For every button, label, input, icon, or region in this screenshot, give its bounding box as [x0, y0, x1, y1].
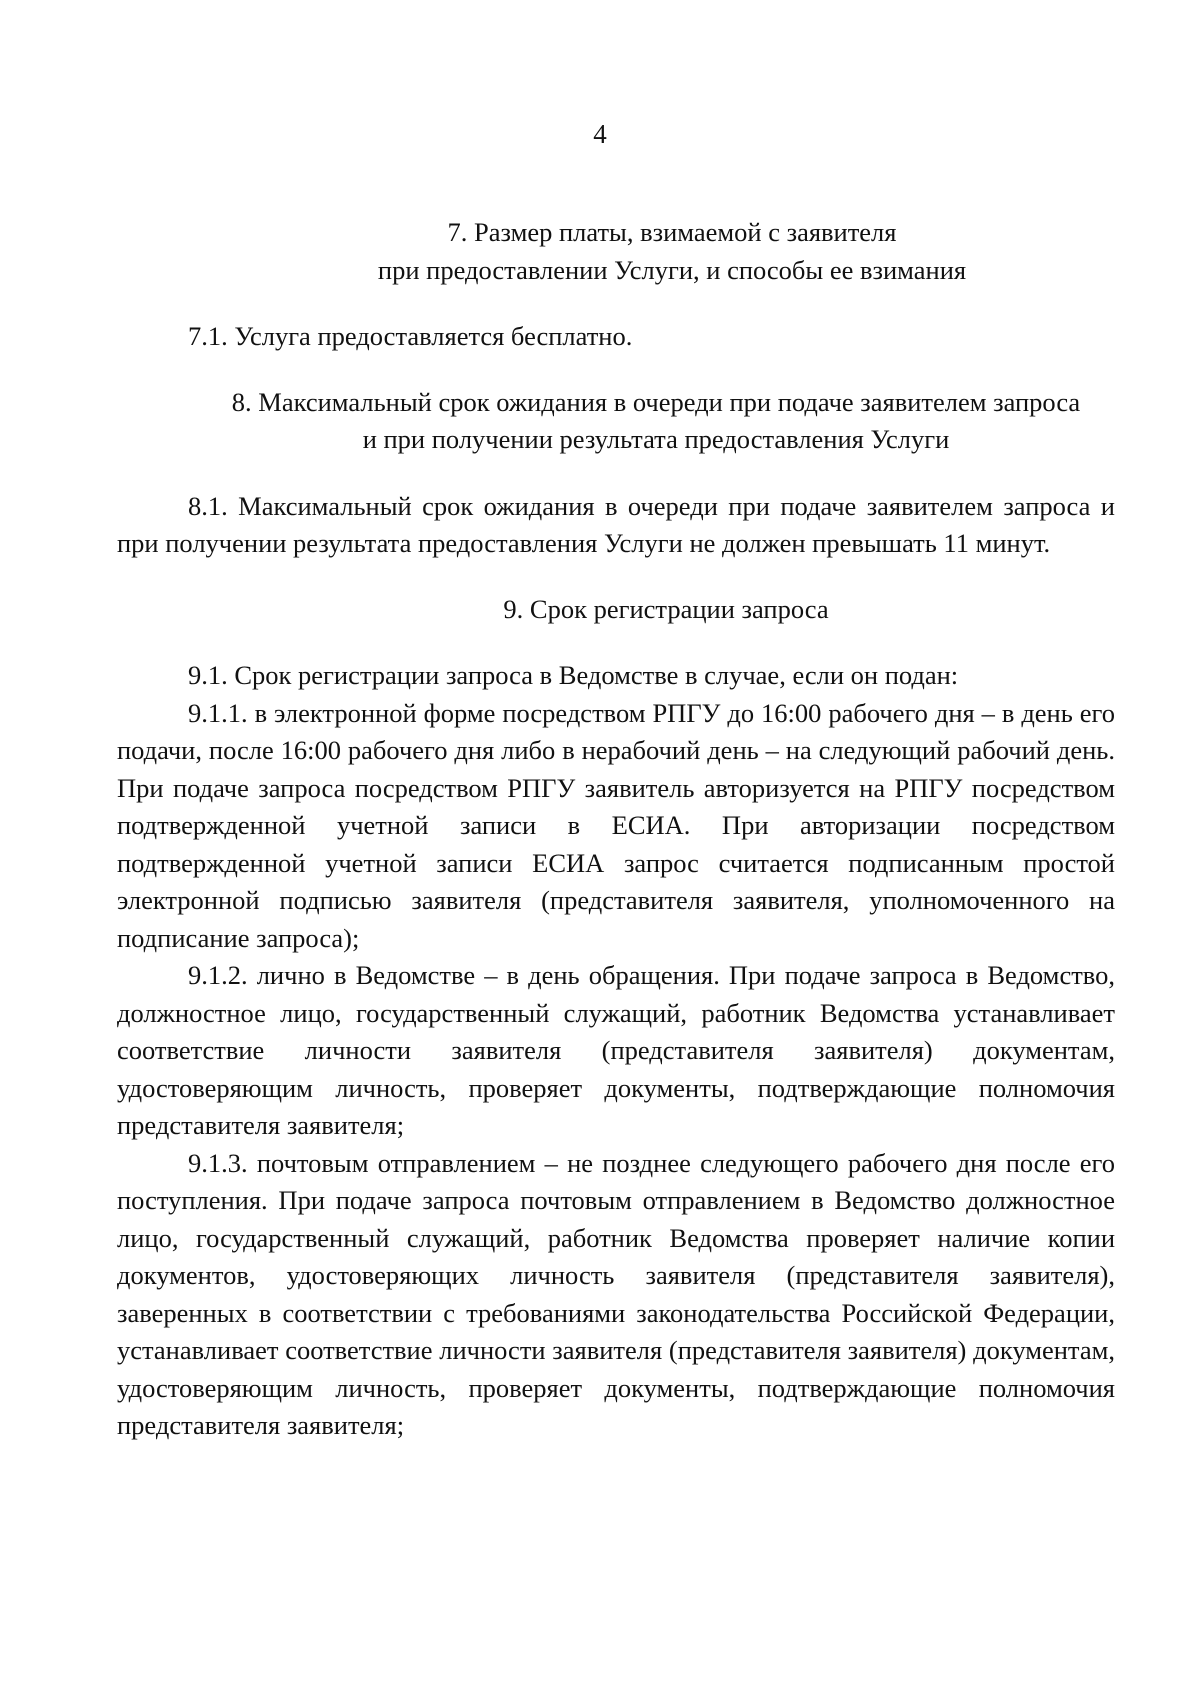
section-8-heading-line-2: и при получении результата предоставления Услуги	[362, 424, 950, 454]
section-7-heading	[117, 214, 1115, 289]
paragraph-9-1-3: 9.1.3. почтовым отправлением – не позднее следующего рабочего дня после его поступления. При подаче запроса почтовым отправлением в Ведомство должностное лицо, государственный служащий, работник Ведомства проверяет наличие копии документов, удостоверяющих личность заявителя (представителя заявителя), заверенных в соответствии с требованиями законодательства Российской Федерации, устанавливает соответствие личности заявителя (представителя заявителя) документам, удостоверяющим личность, проверяет документы, подтверждающие полномочия представителя заявителя;	[117, 1147, 1115, 1440]
paragraph-8-1: 8.1. Максимальный срок ожидания в очереди при подаче заявителем запроса и при получении результата предоставления Услуги не должен превышать 11 минут.	[117, 490, 1115, 558]
section-7-heading-line-2: при предоставлении Услуги, и способы ее взимания	[377, 254, 967, 285]
paragraph-7-1: 7.1. Услуга предоставляется бесплатно.	[188, 321, 633, 351]
section-9-heading	[117, 591, 1115, 629]
document-body	[117, 214, 1115, 1445]
section-9-heading-line-1: 9. Срок регистрации запроса	[503, 593, 829, 624]
section-8-heading-line-1: 8. Максимальный срок ожидания в очереди при подаче заявителем запроса	[231, 386, 1081, 417]
page-number: 4	[593, 119, 607, 149]
paragraph-9-1-2: 9.1.2. лично в Ведомстве – в день обращения. При подаче запроса в Ведомство, должностное лицо, государственный служащий, работник Ведомства устанавливает соответствие личности заявителя (представителя заявителя) документам, удостоверяющим личность, проверяет документы, подтверждающие полномочия представителя заявителя;	[117, 960, 1115, 1140]
section-8-heading	[117, 384, 1115, 459]
section-7-heading-line-1: 7. Размер платы, взимаемой с заявителя	[447, 217, 897, 247]
paragraph-9-1-1: 9.1.1. в электронной форме посредством РПГУ до 16:00 рабочего дня – в день его подачи, после 16:00 рабочего дня либо в нерабочий день – на следующий рабочий день. При подаче запроса посредством РПГУ заявитель авторизуется на РПГУ посредством подтвержденной учетной записи в ЕСИА. При авторизации посредством подтвержденной учетной записи ЕСИА запрос считается подписанным простой электронной подписью заявителя (представителя заявителя, уполномоченного на подписание запроса);	[117, 697, 1115, 953]
paragraph-9-1: 9.1. Срок регистрации запроса в Ведомстве в случае, если он подан:	[188, 660, 959, 690]
